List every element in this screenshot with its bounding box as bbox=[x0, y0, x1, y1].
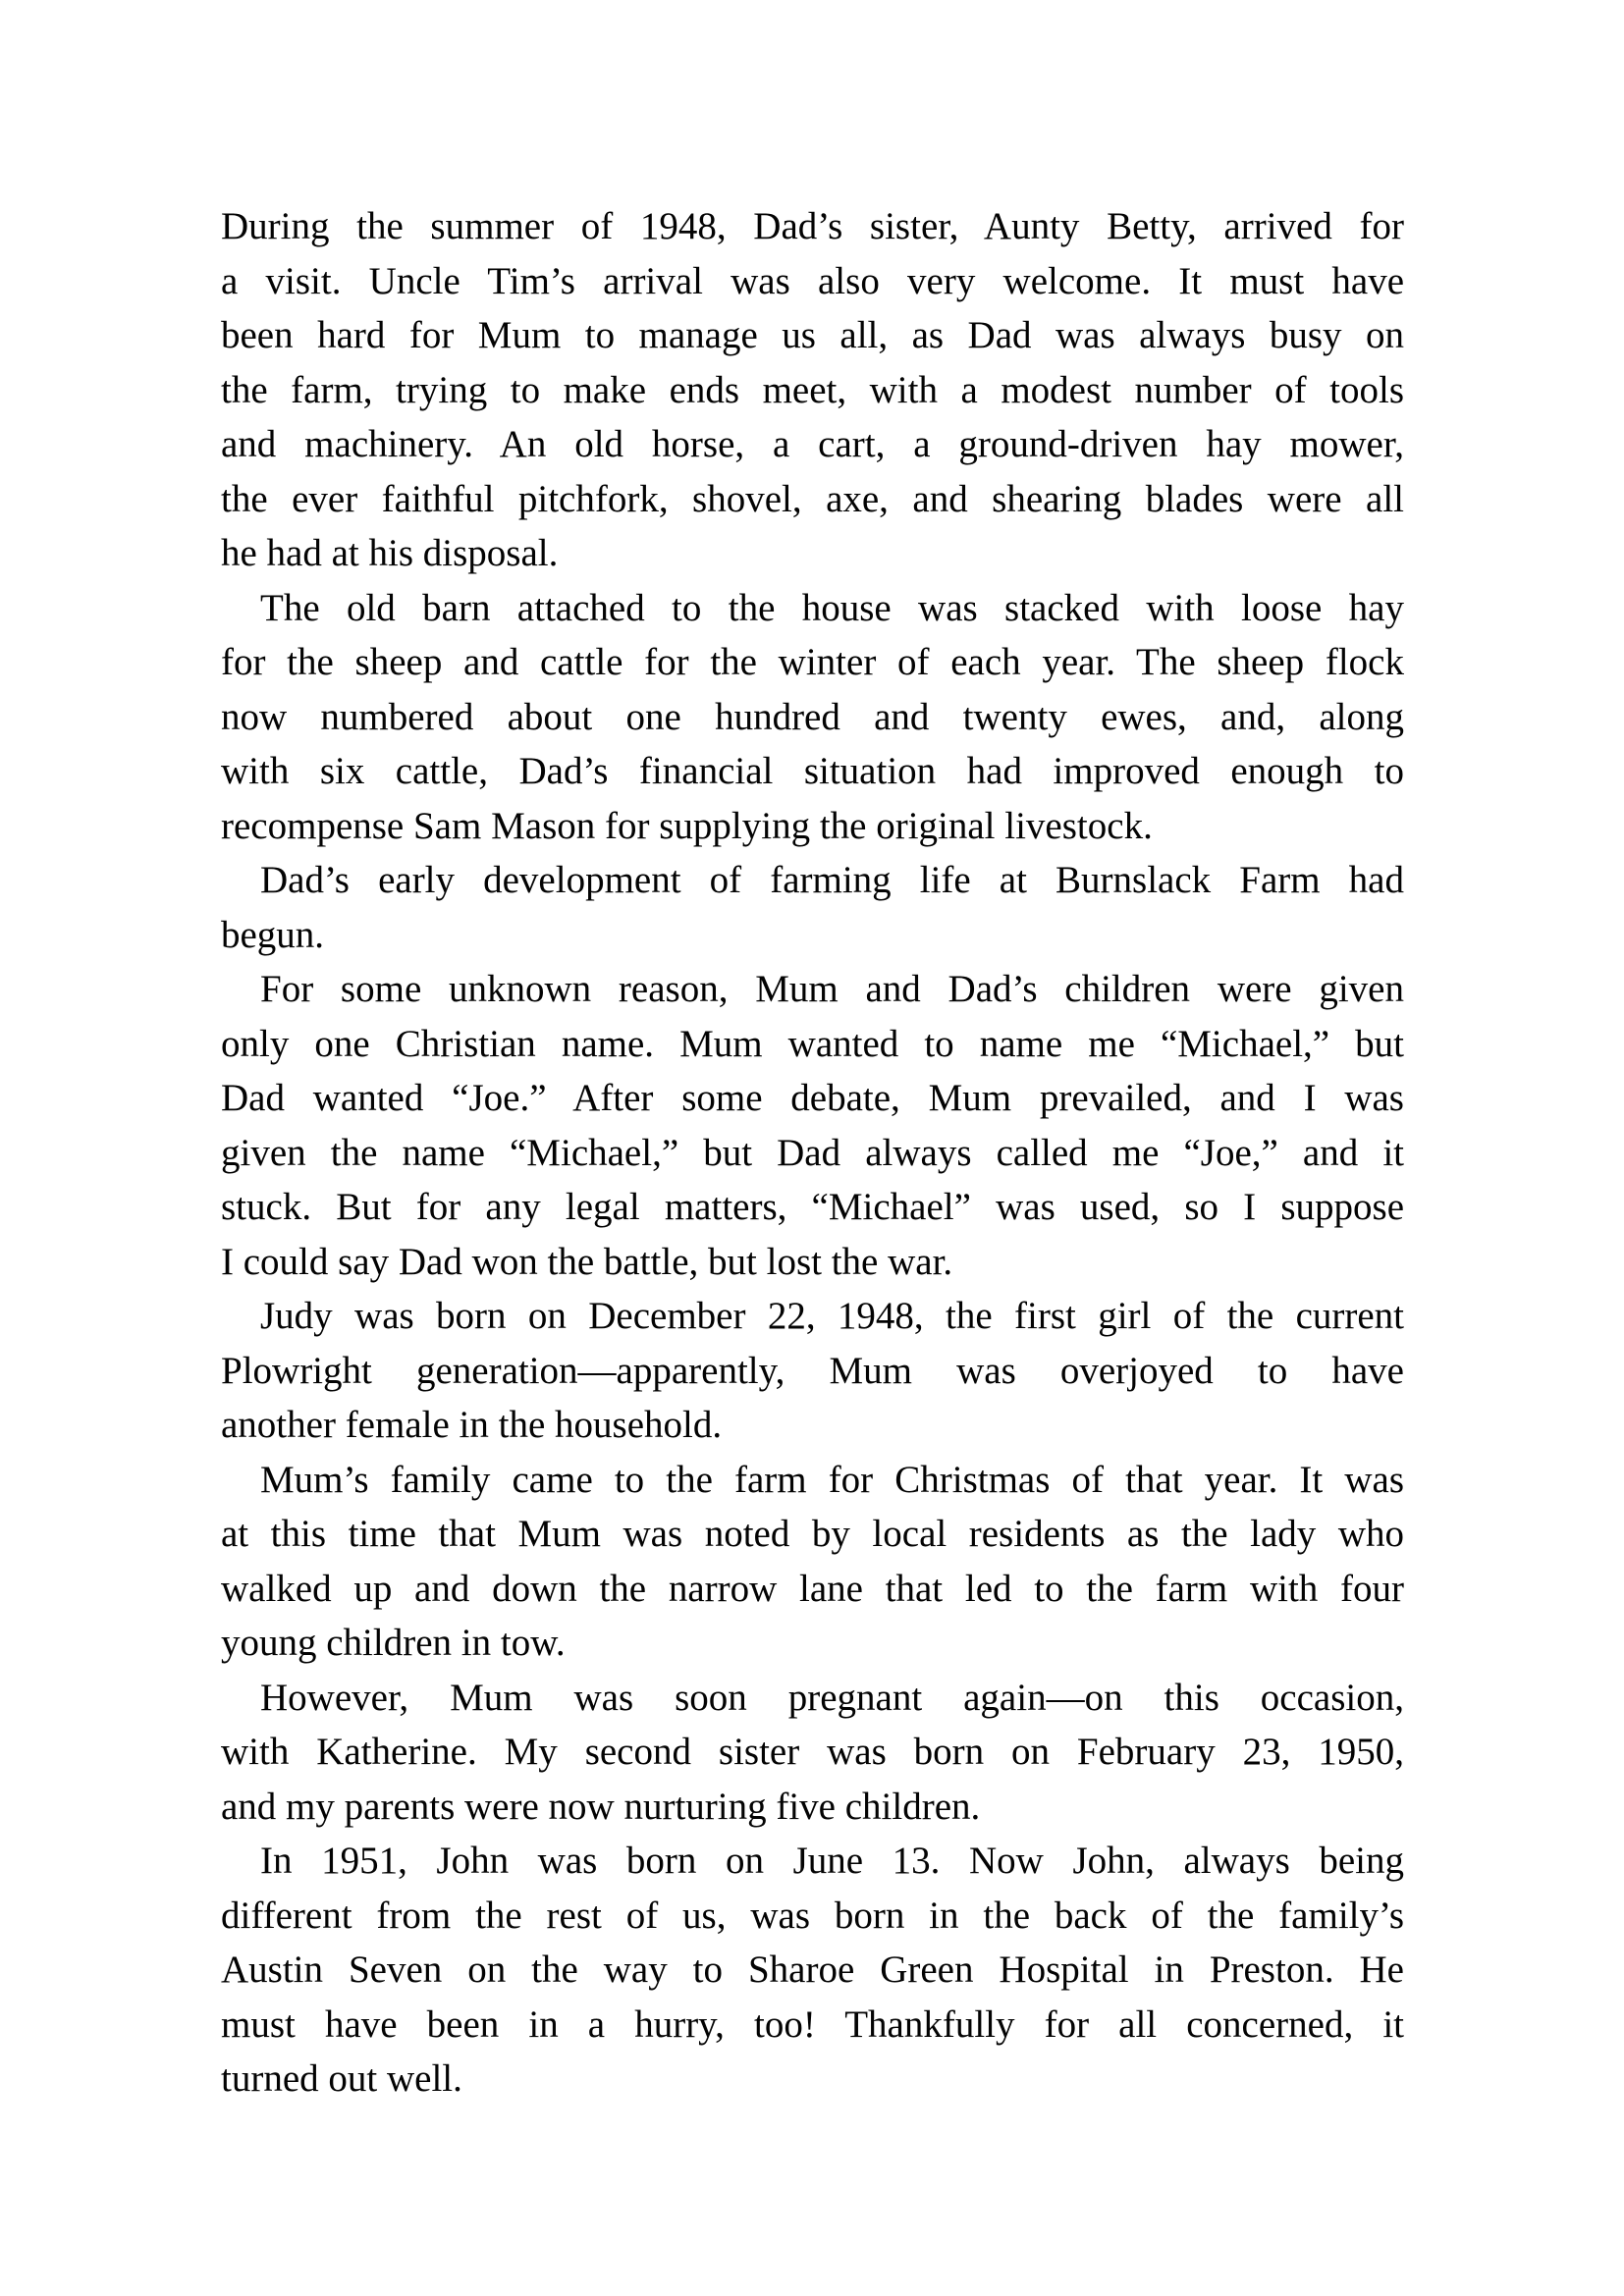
text-line: I could say Dad won the battle, but lost the war. bbox=[221, 1240, 953, 1283]
text-line: the farm, trying to make ends meet, with a modest number of tools bbox=[221, 368, 1404, 411]
text-line: young children in tow. bbox=[221, 1622, 566, 1664]
body-text bbox=[221, 199, 1404, 2107]
text-line: now numbered about one hundred and twenty ewes, and, along bbox=[221, 695, 1404, 738]
text-line: However, Mum was soon pregnant again—on this occasion, bbox=[260, 1676, 1404, 1719]
text-line: only one Christian name. Mum wanted to name me “Michael,” but bbox=[221, 1022, 1404, 1065]
text-line: at this time that Mum was noted by local residents as the lady who bbox=[221, 1513, 1404, 1555]
text-line: been hard for Mum to manage us all, as Dad was always busy on bbox=[221, 314, 1404, 356]
text-line: the ever faithful pitchfork, shovel, axe, and shearing blades were all bbox=[221, 477, 1404, 520]
text-line: a visit. Uncle Tim’s arrival was also very welcome. It must have bbox=[221, 259, 1404, 302]
paragraph bbox=[221, 1834, 1404, 2107]
text-line: In 1951, John was born on June 13. Now John, always being bbox=[260, 1840, 1404, 1882]
text-line: another female in the household. bbox=[221, 1404, 723, 1446]
paragraph bbox=[221, 199, 1404, 581]
text-line: begun. bbox=[221, 913, 325, 956]
text-line: for the sheep and cattle for the winter of each year. The sheep flock bbox=[221, 641, 1404, 683]
paragraph bbox=[221, 962, 1404, 1289]
text-line: with Katherine. My second sister was born on February 23, 1950, bbox=[221, 1731, 1404, 1773]
text-line: Judy was born on December 22, 1948, the first girl of the current bbox=[260, 1295, 1404, 1337]
text-line: with six cattle, Dad’s financial situation had improved enough to bbox=[221, 750, 1404, 792]
paragraph bbox=[221, 853, 1404, 962]
text-line: Austin Seven on the way to Sharoe Green Hospital in Preston. He bbox=[221, 1949, 1404, 1991]
paragraph bbox=[221, 1453, 1404, 1671]
text-line: During the summer of 1948, Dad’s sister, Aunty Betty, arrived for bbox=[221, 205, 1404, 247]
text-line: different from the rest of us, was born in the back of the family’s bbox=[221, 1894, 1404, 1937]
text-line: and my parents were now nurturing five children. bbox=[221, 1785, 981, 1828]
paragraph bbox=[221, 1671, 1404, 1835]
text-line: walked up and down the narrow lane that led to the farm with four bbox=[221, 1567, 1404, 1610]
text-line: he had at his disposal. bbox=[221, 532, 559, 574]
text-line: turned out well. bbox=[221, 2057, 462, 2100]
paragraph bbox=[221, 1289, 1404, 1453]
text-line: stuck. But for any legal matters, “Michael” was used, so I suppose bbox=[221, 1186, 1404, 1228]
text-line: The old barn attached to the house was stacked with loose hay bbox=[260, 586, 1404, 629]
text-line: Mum’s family came to the farm for Christmas of that year. It was bbox=[260, 1458, 1404, 1501]
text-line: Plowright generation—apparently, Mum was overjoyed to have bbox=[221, 1349, 1404, 1392]
text-line: and machinery. An old horse, a cart, a ground-driven hay mower, bbox=[221, 423, 1404, 465]
paragraph bbox=[221, 581, 1404, 854]
text-line: Dad wanted “Joe.” After some debate, Mum prevailed, and I was bbox=[221, 1077, 1404, 1119]
text-line: given the name “Michael,” but Dad always called me “Joe,” and it bbox=[221, 1131, 1404, 1174]
text-line: For some unknown reason, Mum and Dad’s children were given bbox=[260, 968, 1404, 1010]
text-line: must have been in a hurry, too! Thankfully for all concerned, it bbox=[221, 2002, 1404, 2046]
text-line: Dad’s early development of farming life at Burnslack Farm had bbox=[260, 859, 1404, 901]
text-line: recompense Sam Mason for supplying the original livestock. bbox=[221, 804, 1153, 847]
